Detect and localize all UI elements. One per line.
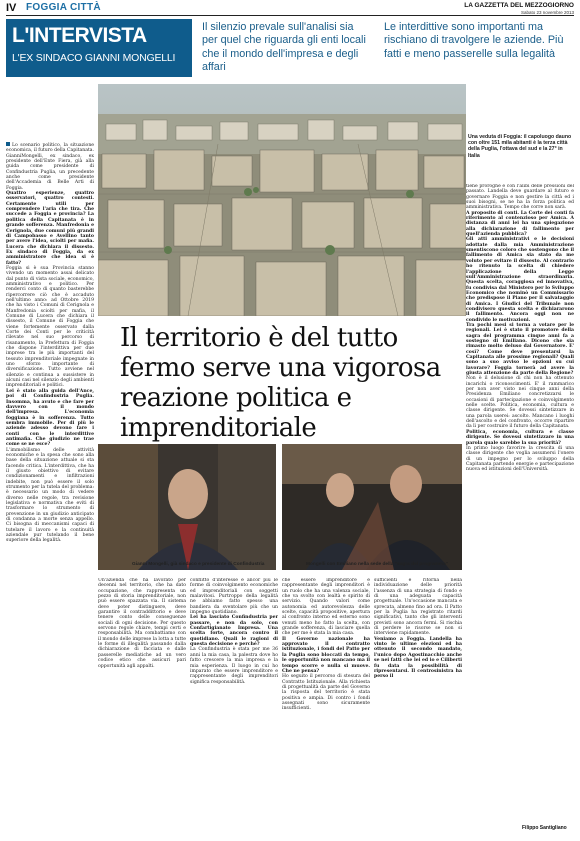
headline: Il territorio è del tutto fermo serve una vigorosa reazione politica e imprenditoriale <box>120 323 441 443</box>
paragraph: Lo scenario politico, la situazione economica, il futuro della Capitanata. GianniMongelli, ex sindaco, ex presidente dell'Ente Fiera, già alla guida come presidente di Confindustria Puglia, un precedente anche come presidente dell'Accademia di Belle Arti di Foggia. <box>6 143 94 191</box>
running-head <box>6 2 574 16</box>
section-name: FOGGIA CITTÀ <box>26 2 101 13</box>
article-column-6 <box>466 184 574 832</box>
article-column-2 <box>98 578 186 833</box>
article-column-1 <box>6 142 94 832</box>
article-column-3 <box>190 578 278 833</box>
answer: L'immobilismo delle attività economiche e la spesa che sono alla base della situazione attuale si sta facendo critica. L'interdittiva, che ha il giusto obiettivo di evitare condizionamenti e infiltrazioni indebite, non può essere il solo strumento per la tutela del problema: è necessario un modo di vedere diverso nelle regole, tra revisione legislativa e normativa che eviti di trasformare lo strumento di prevenzione in un giudizio anticipato di condanna a morte senza appello. Ci bisogna di meccanismi capaci di tutelare il lavoro e la continuità aziendale pur tutelando il bene superiore della legalità. <box>6 447 94 544</box>
question: Lei ha lasciato Confindustria per passare, e non da solo, con Confartigianato Impresa. Una scelta forte, ancora contro il quotidiano. Quali le ragioni di questa decisione e perché? <box>190 615 278 648</box>
question: A proposito di conti. La Corte dei conti fa riferimento al contenzioso per Amica. A distanza di anni lei ha una spiegazione alla dichiarazione di fallimento per quell'azienda pubblica? <box>466 210 574 238</box>
answer: Un'azienda che ha lavorato per decenni nel territorio, che ha dato occupazione, che rappresenta un pezzo di storia imprenditoriale, non può essere spazzata via. Il sistema deve poter distinguere, deve garantire il contraddittorio e deve tenere conto delle conseguenze sociali di ogni decisione. Per questo servono regole chiare, tempi certi e responsabilità. Ma combattiamo con il mondo delle imprese la lotta a tutte le forme di illegalità passando dalla dichiarazione di facciata e dalle passerelle mediatiche ad un vero codice etico che assicuri pari opportunità agli appalti. <box>98 578 186 669</box>
issue-date: Sabato 23 novembre 2013 <box>520 10 574 15</box>
portrait-mongelli <box>98 444 276 570</box>
answer: conflitto d'interesse e ancor più le forme di coinvolgimento economiche ed imprenditoriali con soggetti malavitosi. Purtroppo della legalità ne abbiamo fatto spesso una bandiera da sventolare più che un impegno quotidiano. <box>190 578 278 616</box>
photo-caption: Una veduta di Foggia: il capoluogo dauno con oltre 151 mila abitanti è la terza città della Puglia, l'ottava del sud e la 27° in Italia <box>468 134 572 159</box>
city-aerial-photo <box>98 84 466 316</box>
answer: sufficienti e ritorna nella individuazione delle priorità l'assenza di una strategia di fondo e di una adeguata capacità progettuale. Un'occasione mancata e sprecata, almeno fino ad ora. Il Patto per la Puglia ha registrato ritardi significativi, tanto che gli interventi previsti sono ancora fermi. Si rischia di perdere le risorse se non si interviene rapidamente. <box>374 578 462 637</box>
newspaper-name: LA GAZZETTA DEL MEZZOGIORNO <box>464 2 574 9</box>
bullet-square-icon <box>6 142 10 146</box>
portrait-a-caption: Gianni Mongelli, già sindaco e presidente di Confindustria <box>132 562 265 567</box>
interview-tag <box>6 19 192 77</box>
portrait-mongelli-emiliano <box>282 444 462 570</box>
deck-left: Il silenzio prevale sull'analisi sia per quel che riguarda gli enti locali che il mondo dell'impresa e degli affari <box>202 21 366 74</box>
deck-right: Le interdittive sono importanti ma rischiano di travolgere le aziende. Più fatti e meno passerelle sulla legalità <box>384 21 564 60</box>
article-column-5 <box>374 578 462 833</box>
tag-subtitle: L'EX SINDACO GIANNI MONGELLI <box>12 52 176 64</box>
article-column-4 <box>282 578 370 833</box>
portrait-pair-illustration <box>282 444 462 570</box>
answer: Non è il delusione di chi non ha ottenuto incarichi o riconoscimenti. E' il rammarico per non aver visto nei cinque anni della Presidenza Emiliano concretizzarsi le occasioni di partecipazione e coinvolgimento nelle scelte. Politica, economia, cultura e classe dirigente. Se dovessi sintetizzare in una parola userei: ascolto. Mancano i luoghi dell'ascolto e del confronto, occorre ripartire da lì per costruire il futuro della Capitanata. <box>466 376 574 430</box>
tag-title: L'INTERVISTA <box>12 24 147 47</box>
question: Lei è stato alla guida dell'Ance, poi di Confindustria Puglia. Insomma, ha avuto e che fare per davvero con il mondo dell'impresa. L'economia foggiana è in sofferenza. Tutto sembra immobile. Per di più le aziende adesso devono fare i conti con le interdittive antimafia. Che giudizio ne trae come se ne esce? <box>6 388 94 448</box>
question: Quattro esperienze, quattro osservatori, quattro contesti. Certamente utili per comprendere l'aria che tira. Che succede a Foggia e provincia? La politica della Capitanata è in grande sofferenza. Manfredonia e Cerignola, due comuni più grandi di Campobasso e Avellino tanto per avere l'idea, sciolti per mafia. Lucera che dichiara il dissesto. Ex sindaco di Foggia, da ex amministratore che idea si è fatto? <box>6 191 94 266</box>
portrait-illustration <box>98 444 276 570</box>
answer: Gli atti amministrativi e le decisioni adottate dalla mia Amministrazione smentiscono coloro che sostengono che il fallimento di Amica sia stato da me voluto per evitare il dissesto. Al contrario ho ritenuto la scelta di chiedere l'applicazione della Legge sull'Amministrazione straordinaria. Questa scelta, coraggiosa ed innovativa, fu condivisa dal Ministero per lo Sviluppo Economico che nominò un Commissario che predispose il Piano per il salvataggio di Amica. I Giudici del Tribunale non condivisero questa scelta e dichiararono il fallimento. Ancora oggi non ne condivido le motivazioni. <box>466 237 574 323</box>
portrait-b-caption: Mongelli con Emiliano nella sede della "sagra del programma" <box>306 562 449 567</box>
page-number: IV <box>6 2 17 14</box>
answer: La Confindustria è stata per me 36 anni la mia casa, la palestra dove ho fatto crescere la mia impresa e la mia esperienza. Il luogo in cui ho imparato che essere imprenditore e rappresentante degli imprenditori significa responsabilità. <box>190 647 278 685</box>
question: Politica, economia, cultura e classe dirigente. Se dovessi sintetizzare in una parola quale sarebbe la sua priorità? <box>466 429 574 446</box>
answer: tiene proroghe e con l'alibi delle pressioni del passato. Landella deve guardare al futuro e governare Foggia e non gestire la città ed i suoi bisogni, se ne ha la forza politica ed amministrativa. Tempo che corre non sarà. <box>466 184 574 211</box>
answer: In primo luogo favorire la crescita di una classe dirigente che voglia assumersi l'onere di un impegno per lo sviluppo della Capitanata partendo energie e partecipazione nuova ed istituzioni dell'Università. <box>466 445 574 473</box>
question: Tra pochi mesi si torna a votare per le regionali. Lei è stato il promotore della sagra del programma cinque anni fa a sostegno di Emiliano. Dicono che sia rimasto molto deluso dal Governatore. E' così? Come deve presentarsi la Capitanata alle prossime regionali? Quali sono a suo avviso le opzioni su cui lavorare? Foggia tornerà ad avere la giusta attenzione da parte della Regione? <box>466 322 574 377</box>
answer: che essere imprenditore e rappresentante degli imprenditori è un ruolo che ha una valenza sociale, che va svolto con lealtà e spirito di servizio. Quando valori come autonomia ed autorevolezza delle scelte, capacità propositive, apertura al confronto interno ed esterno sono venuti meno ho fatto la scelta, con grande sofferenza, di lasciare quella che per me è stata la mia casa. <box>282 578 370 637</box>
answer: Foggia si è sua Provincia stanno vivendo un momento assai delicato dal punto di vista sociale, economico, amministrativo e politico. Per renderci conto di quanto basterebbe ripercorrere ciò che è accaduto nell'ultimo anno: ad Ottobre 2019 che ha visto i Comuni di Cerignola e Manfredonia sciolti per mafia, il Comune di Lucera che dichiara il dissesto, il Comune di Foggia che viene fortemente osservato dalla Corte dei Conti per le criticità rilevate nel suo percorso di risanamento, la Prefettura di Foggia che dispone l'interdittiva per due imprese tra le più importanti del tessuto imprenditoriale impegnate in uno sforzo importante di diversificazione. Tutto avviene nel silenzio e continua a sussistere in alcuni casi nel silenzio degli ambienti imprenditoriali e politici. <box>6 265 94 389</box>
city-aerial-illustration <box>98 84 466 316</box>
question: Veniamo a Foggia. Landella ha vinto le ultime elezioni ed ha ottenuto il secondo mandato, l'unico dopo Agostinacchio anche se nei fatti che lei ed io e Ciliberti fu data la possibilità di ripresentarsi. Il centrosinistra ha perso il <box>374 636 462 680</box>
author-signature: Filippo Santigliano <box>522 825 567 831</box>
header-band <box>6 19 574 77</box>
question: Il Governo nazionale ha approvato il contratto istituzionale, i fondi del Patto per la Puglia sono bloccati da tempo, le opportunità non mancano ma il tempo scorre e nulla si muove. Che ne pensa? <box>282 636 370 674</box>
answer: Ho seguito il percorso di stesura del Contratto Istituzionale. Alla richiesta di progettualità da parte del Governo la risposta del territorio è stata positiva e ampia. Di contro i fondi assegnati sono sicuramente insufficienti. <box>282 674 370 712</box>
